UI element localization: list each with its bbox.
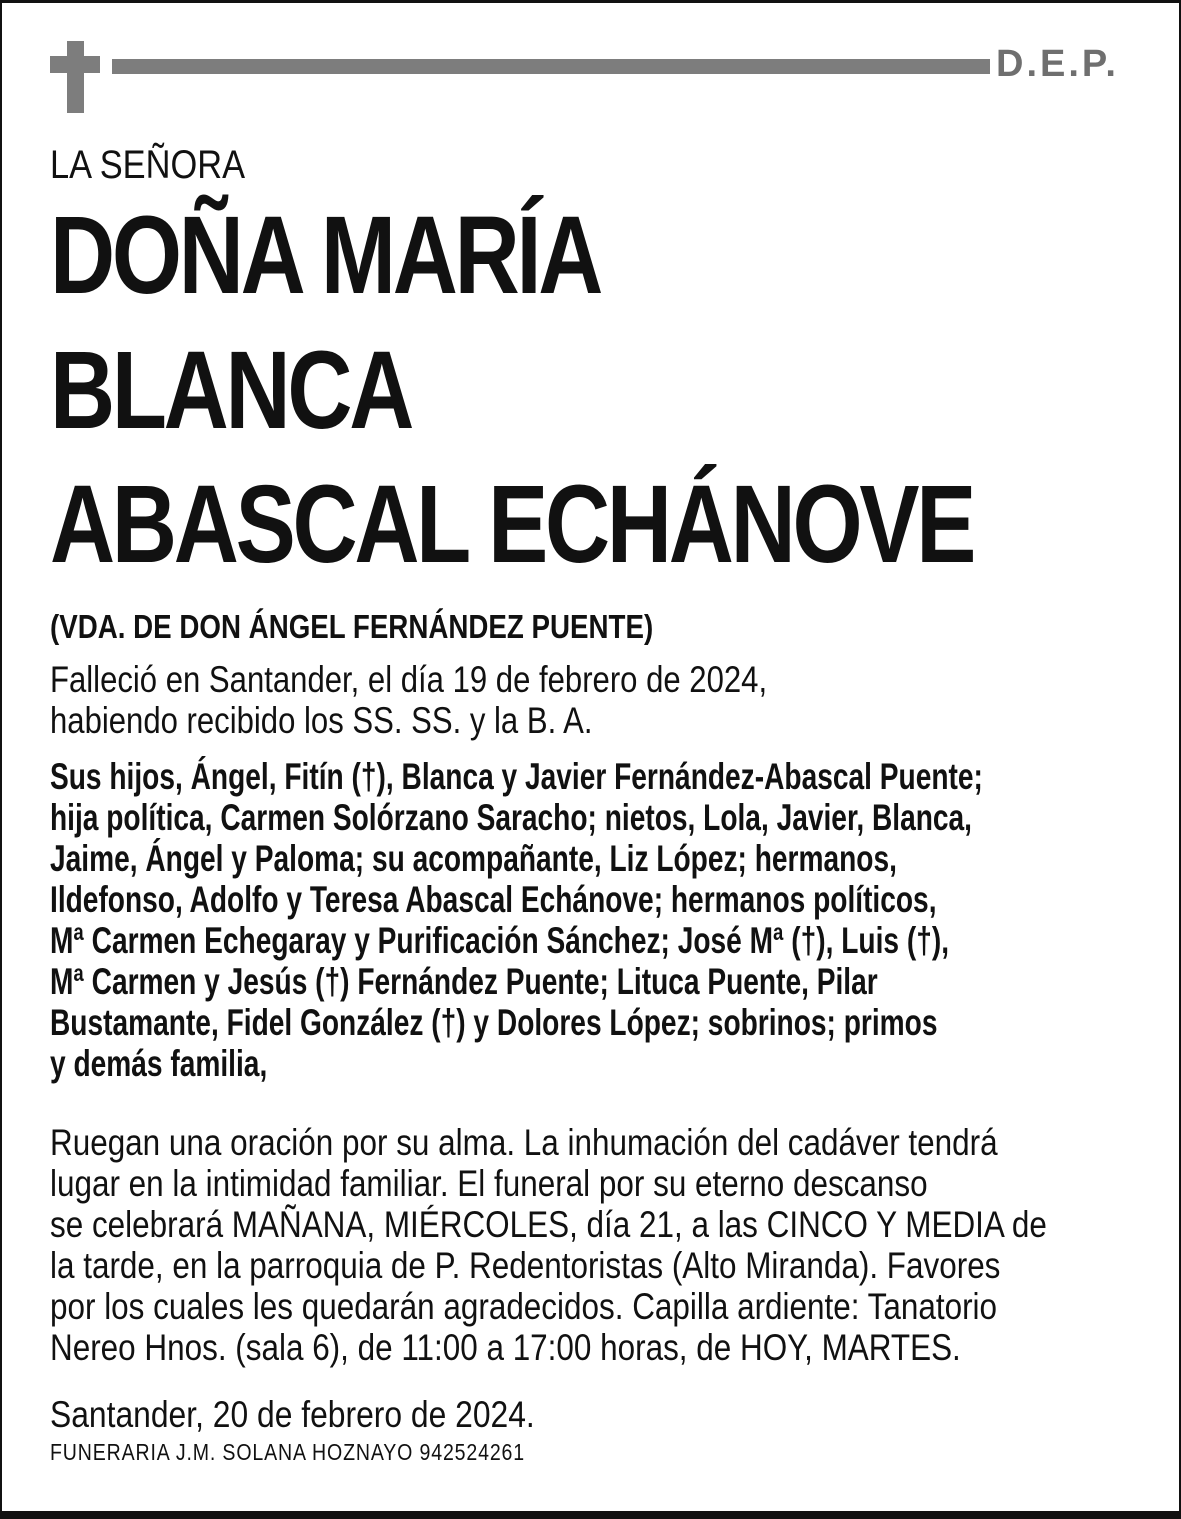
death-line: Falleció en Santander, el día 19 de febrero de 2024, bbox=[50, 659, 768, 700]
family-line: Ildefonso, Adolfo y Teresa Abascal Echánove; hermanos políticos, bbox=[50, 879, 937, 920]
cross-icon bbox=[50, 41, 100, 113]
family-line: Bustamante, Fidel González (†) y Dolores López; sobrinos; primos bbox=[50, 1002, 938, 1043]
death-line: habiendo recibido los SS. SS. y la B. A. bbox=[50, 700, 593, 741]
service-line: la tarde, en la parroquia de P. Redentoristas (Alto Miranda). Favores bbox=[50, 1245, 1001, 1286]
header-rule bbox=[112, 59, 990, 74]
death-details bbox=[50, 659, 767, 741]
family-line: Jaime, Ángel y Paloma; su acompañante, Liz López; hermanos, bbox=[50, 838, 897, 879]
honorific: LA SEÑORA bbox=[50, 143, 246, 187]
service-line: Nereo Hnos. (sala 6), de 11:00 a 17:00 horas, de HOY, MARTES. bbox=[50, 1327, 961, 1368]
family-line: y demás familia, bbox=[50, 1043, 268, 1084]
service-line: Ruegan una oración por su alma. La inhumación del cadáver tendrá bbox=[50, 1122, 998, 1163]
deceased-name-line-2: BLANCA bbox=[50, 329, 412, 452]
widow-line: (VDA. DE DON ÁNGEL FERNÁNDEZ PUENTE) bbox=[50, 608, 654, 645]
service-line: lugar en la intimidad familiar. El funeral por su eterno descanso bbox=[50, 1163, 928, 1204]
deceased-name-line-1: DOÑA MARÍA bbox=[50, 194, 601, 317]
family-line: Mª Carmen y Jesús (†) Fernández Puente; Lituca Puente, Pilar bbox=[50, 961, 878, 1002]
service-line: se celebrará MAÑANA, MIÉRCOLES, día 21, a las CINCO Y MEDIA de bbox=[50, 1204, 1047, 1245]
family-line: hija política, Carmen Solórzano Saracho; nietos, Lola, Javier, Blanca, bbox=[50, 797, 972, 838]
service-details bbox=[50, 1122, 1047, 1368]
funeral-home: FUNERARIA J.M. SOLANA HOZNAYO 942524261 bbox=[50, 1439, 526, 1465]
family-line: Mª Carmen Echegaray y Purificación Sánchez; José Mª (†), Luis (†), bbox=[50, 920, 950, 961]
family-line: Sus hijos, Ángel, Fitín (†), Blanca y Javier Fernández-Abascal Puente; bbox=[50, 756, 983, 797]
dep-label: D.E.P. bbox=[996, 43, 1119, 85]
deceased-name-line-3: ABASCAL ECHÁNOVE bbox=[50, 463, 974, 586]
dateline: Santander, 20 de febrero de 2024. bbox=[50, 1394, 535, 1435]
family-list bbox=[50, 756, 983, 1084]
service-line: por los cuales les quedarán agradecidos. Capilla ardiente: Tanatorio bbox=[50, 1286, 998, 1327]
